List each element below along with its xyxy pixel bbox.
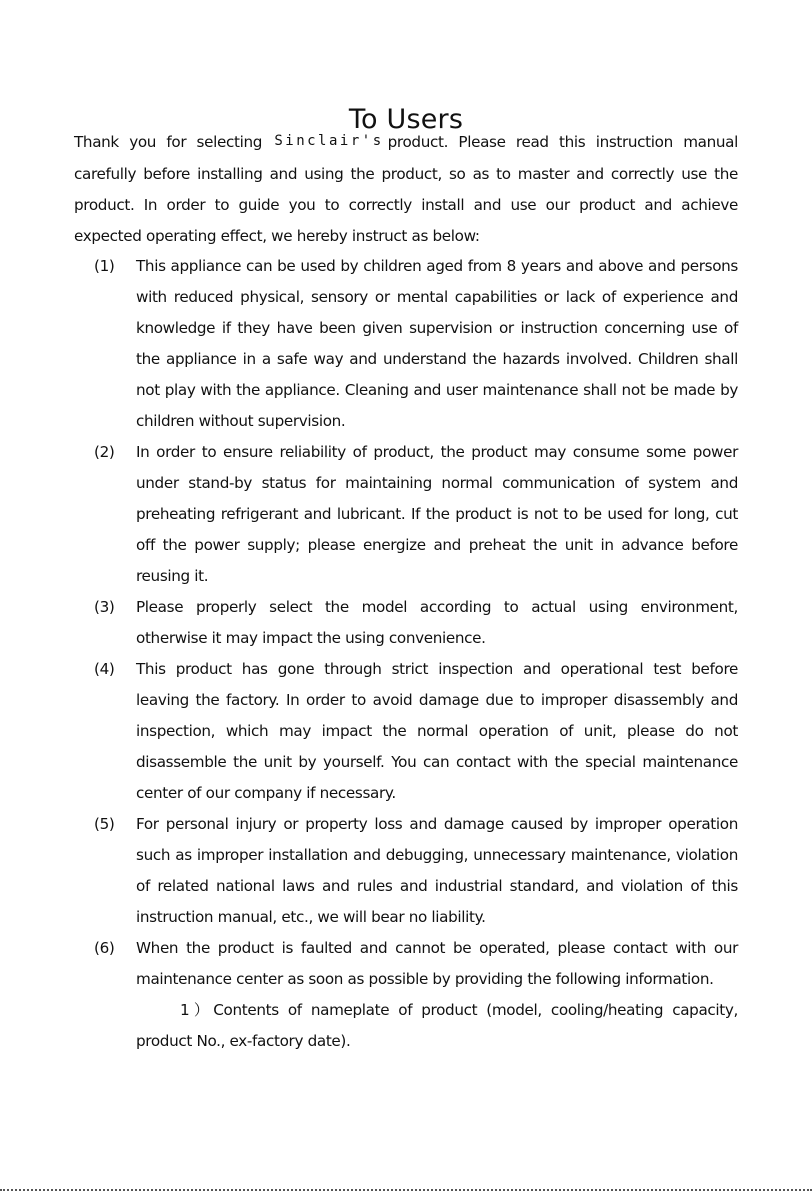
instruction-list: [94, 251, 738, 1057]
item-number: (1): [94, 257, 115, 275]
list-item-2: [94, 437, 738, 592]
page-title: To Users: [348, 104, 464, 136]
item-number: (5): [94, 815, 115, 833]
intro-after-brand: product. Please read this instruction manual carefully before installing and using the product, so as to master and correctly use the product. In order to guide you to correctly install and use our product and achieve expected operating effect, we hereby instruct as below:: [74, 133, 738, 245]
item-number: (3): [94, 598, 115, 616]
sub-item-1: 1）Contents of nameplate of product (model, cooling/heating capacity, product No., ex-factory date).: [136, 1001, 738, 1050]
intro-paragraph: [74, 127, 738, 252]
item-text: This product has gone through strict inspection and operational test before leaving the factory. In order to avoid damage due to improper disassembly and inspection, which may impact the normal operation of unit, please do not disassemble the unit by yourself. You can contact with the special maintenance center of our company if necessary.: [136, 660, 738, 802]
intro-before-brand: Thank you for selecting: [74, 133, 273, 151]
list-item-6: [94, 933, 738, 1057]
item-number: (6): [94, 939, 115, 957]
item-text: Please properly select the model according to actual using environment, otherwise it may impact the using convenience.: [136, 598, 738, 647]
page-bottom-divider: [0, 1189, 812, 1191]
list-item-3: [94, 592, 738, 654]
item-text: When the product is faulted and cannot be operated, please contact with our maintenance center as soon as possible by providing the following information.: [136, 939, 738, 988]
list-item-1: [94, 251, 738, 437]
item-text: In order to ensure reliability of product, the product may consume some power under stand-by status for maintaining normal communication of system and preheating refrigerant and lubricant. If the product is not to be used for long, cut off the power supply; please energize and preheat the unit in advance before reusing it.: [136, 443, 738, 585]
list-item-4: [94, 654, 738, 809]
brand-name: Sinclair's: [274, 133, 384, 149]
item-text: For personal injury or property loss and damage caused by improper operation such as improper installation and debugging, unnecessary maintenance, violation of related national laws and rules and industrial standard, and violation of this instruction manual, etc., we will bear no liability.: [136, 815, 738, 926]
item-number: (2): [94, 443, 115, 461]
item-text: This appliance can be used by children aged from 8 years and above and persons with reduced physical, sensory or mental capabilities or lack of experience and knowledge if they have been given supervision or instruction concerning use of the appliance in a safe way and understand the hazards involved. Children shall not play with the appliance. Cleaning and user maintenance shall not be made by children without supervision.: [136, 257, 738, 430]
item-number: (4): [94, 660, 115, 678]
list-item-5: [94, 809, 738, 933]
